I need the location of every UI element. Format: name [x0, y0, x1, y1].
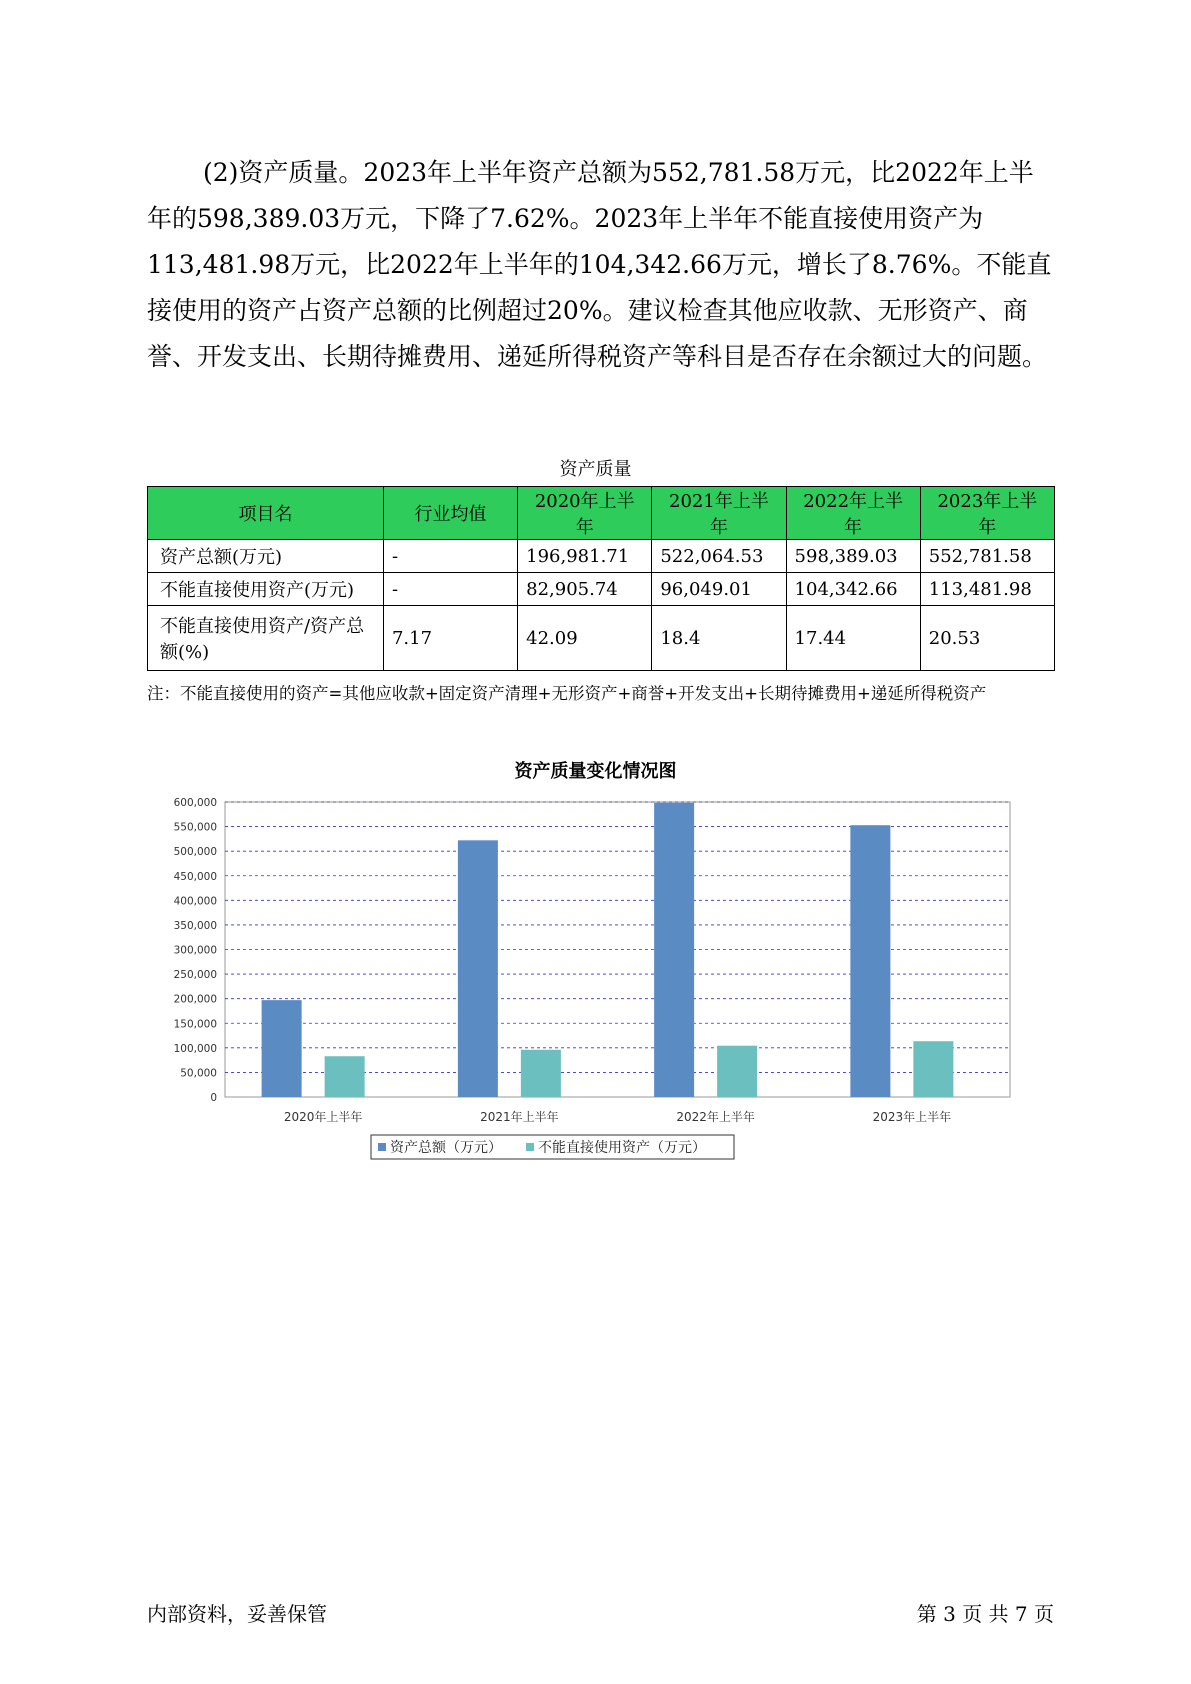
table-cell: -	[383, 540, 517, 573]
y-tick-label: 600,000	[173, 797, 217, 809]
bar-total-assets	[654, 803, 694, 1097]
legend-label: 不能直接使用资产（万元）	[538, 1140, 706, 1156]
table-cell: 196,981.71	[518, 540, 652, 573]
y-tick-label: 250,000	[173, 969, 217, 982]
table-title: 资产质量	[559, 459, 632, 480]
y-tick-label: 400,000	[173, 895, 217, 908]
table-cell: 资产总额(万元)	[148, 540, 384, 573]
y-tick-label: 300,000	[173, 944, 217, 957]
asset-quality-chart	[160, 792, 1030, 1212]
table-cell: 20.53	[920, 606, 1054, 671]
table-cell: 7.17	[383, 606, 517, 671]
y-tick-label: 100,000	[173, 1042, 217, 1055]
header-2022: 2022年上半年	[786, 487, 920, 540]
asset-quality-table	[147, 486, 1055, 671]
analysis-paragraph: (2)资产质量。2023年上半年资产总额为552,781.58万元，比2022年上半年的598,389.03万元，下降了7.62%。2023年上半年不能直接使用资产为113,481.98万元，比2022年上半年的104,342.66万元，增长了8.76%。不能直接使用的资产占资产总额的比例超过20%。建议检查其他应收款、无形资产、商誉、开发支出、长期待摊费用、递延所得税资产等科目是否存在余额过大的问题。	[147, 158, 1052, 371]
table-cell: 不能直接使用资产(万元)	[148, 573, 384, 606]
table-row	[148, 573, 1055, 606]
table-row	[148, 540, 1055, 573]
x-tick-label: 2020年上半年	[283, 1110, 363, 1124]
header-2023: 2023年上半年	[920, 487, 1054, 540]
header-item-name: 项目名	[148, 487, 384, 540]
y-tick-label: 350,000	[173, 919, 217, 932]
header-2020: 2020年上半年	[518, 487, 652, 540]
table-cell: 96,049.01	[652, 573, 786, 606]
table-cell: 552,781.58	[920, 540, 1054, 573]
table-cell: 104,342.66	[786, 573, 920, 606]
bar-unusable-assets	[325, 1056, 365, 1097]
legend-swatch	[378, 1143, 386, 1151]
table-cell: -	[383, 573, 517, 606]
chart-title: 资产质量变化情况图	[514, 761, 677, 782]
table-cell: 598,389.03	[786, 540, 920, 573]
table-cell: 18.4	[652, 606, 786, 671]
bar-unusable-assets	[913, 1041, 953, 1097]
header-2021: 2021年上半年	[652, 487, 786, 540]
bar-total-assets	[458, 840, 498, 1097]
table-cell: 113,481.98	[920, 573, 1054, 606]
table-cell: 不能直接使用资产/资产总额(%)	[148, 606, 384, 671]
y-tick-label: 150,000	[173, 1018, 217, 1031]
table-row	[148, 606, 1055, 671]
x-tick-label: 2022年上半年	[676, 1110, 755, 1124]
bar-total-assets	[850, 825, 890, 1097]
y-tick-label: 550,000	[173, 821, 217, 834]
y-tick-label: 500,000	[173, 846, 217, 859]
header-industry-avg: 行业均值	[383, 487, 517, 540]
bar-total-assets	[262, 1000, 302, 1097]
legend-swatch	[526, 1143, 534, 1151]
y-tick-label: 50,000	[180, 1067, 217, 1080]
table-cell: 82,905.74	[518, 573, 652, 606]
x-tick-label: 2023年上半年	[872, 1110, 952, 1124]
y-tick-label: 200,000	[173, 993, 217, 1006]
bar-unusable-assets	[521, 1050, 561, 1097]
table-cell: 522,064.53	[652, 540, 786, 573]
y-tick-label: 450,000	[173, 870, 217, 883]
table-cell: 42.09	[518, 606, 652, 671]
footer-confidential: 内部资料，妥善保管	[147, 1602, 327, 1626]
legend-label: 资产总额（万元）	[390, 1140, 502, 1156]
table-header-row	[148, 487, 1055, 540]
y-tick-label: 0	[210, 1092, 217, 1104]
x-tick-label: 2021年上半年	[480, 1110, 559, 1124]
table-note: 注：不能直接使用的资产=其他应收款+固定资产清理+无形资产+商誉+开发支出+长期待摊费用+递延所得税资产	[147, 684, 987, 703]
table-cell: 17.44	[786, 606, 920, 671]
footer-page-number: 第 3 页 共 7 页	[916, 1602, 1054, 1626]
bar-unusable-assets	[717, 1046, 757, 1097]
